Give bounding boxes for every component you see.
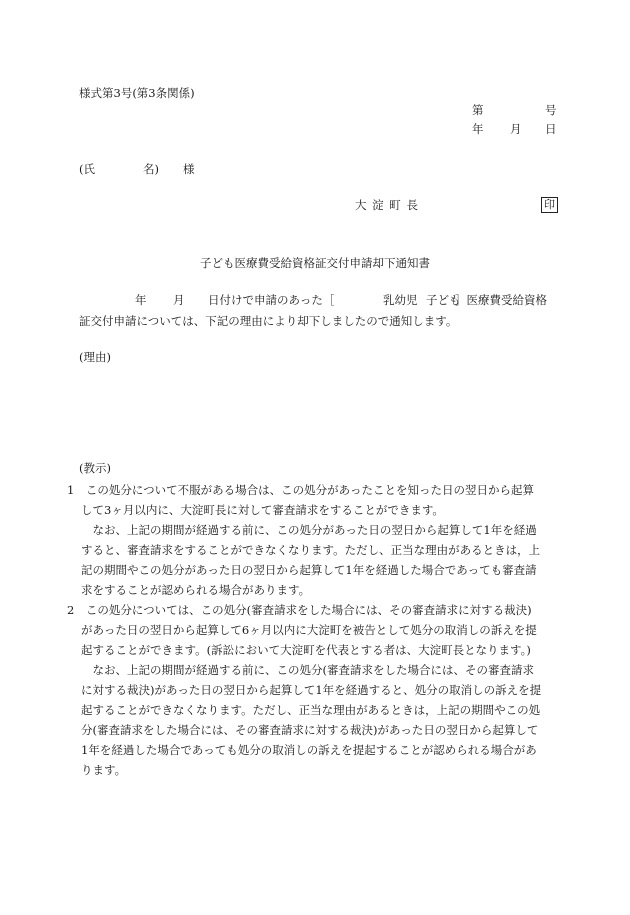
- instruction-line: なお、上記の期間が経過する前に、この処分(審査請求をした場合には、その審査請求: [81, 663, 534, 677]
- instruction-line: 求をすることが認められる場合があります。: [81, 583, 311, 597]
- addressee-name-close: 名): [143, 162, 159, 176]
- instruction-item-2: [67, 600, 567, 780]
- issuer-title: 大 淀 町 長: [355, 198, 419, 212]
- addressee-open: (氏: [79, 162, 95, 176]
- body-option-infant: 乳幼児: [383, 293, 418, 307]
- instruction-line: に対する裁決)があった日の翌日から起算して1年を経過すると、処分の取消しの訴えを提: [81, 683, 542, 697]
- instruction-line: があった日の翌日から起算して6ヶ月以内に大淀町を被告として処分の取消しの訴えを提: [81, 623, 537, 637]
- body-option-child: 子ども: [426, 293, 461, 307]
- instruction-line: なお、上記の期間が経過する前に、この処分があった日の翌日から起算して1年を経過: [81, 523, 537, 537]
- instruction-line: 記の期間やこの処分があった日の翌日から起算して1年を経過した場合であっても審査請: [81, 563, 537, 577]
- addressee-honorific: 様: [183, 162, 195, 176]
- instruction-line: ります。: [81, 763, 127, 777]
- document-number-prefix: 第: [472, 103, 484, 117]
- reason-label: (理由): [79, 350, 111, 364]
- body-month: 月: [173, 293, 185, 307]
- instruction-line: 起することができます。(訴訟において大淀町を代表とする者は、大淀町長となります。): [81, 643, 531, 657]
- instruction-line: すると、審査請求をすることができなくなります。ただし、正当な理由があるときは，上: [81, 543, 541, 557]
- instruction-label: (教示): [79, 461, 111, 475]
- seal-label: 印: [541, 197, 558, 213]
- seal-mark: [541, 196, 558, 213]
- instruction-line: 1 この処分について不服がある場合は、この処分があったことを知った日の翌日から起算: [67, 483, 534, 497]
- date-year: 年: [472, 122, 484, 136]
- instruction-line: 分(審査請求をした場合には、その審査請求に対する裁決)があった日の翌日から起算して: [81, 723, 539, 737]
- date-day: 日: [545, 122, 557, 136]
- body-line-2: 証交付申請については、下記の理由により却下しましたので通知します。: [79, 314, 458, 328]
- document-title: 子ども医療費受給資格証交付申請却下通知書: [200, 256, 430, 270]
- body-text-2: ］医療費受給資格: [455, 293, 547, 307]
- instruction-line: 起することができなくなります。ただし、正当な理由があるときは，上記の期間やこの処: [81, 703, 541, 717]
- instruction-item-1: [67, 480, 567, 600]
- instruction-line: 1年を経過した場合であっても処分の取消しの訴えを提起することが認められる場合があ: [81, 743, 537, 757]
- body-text-1: 日付けで申請のあった［: [208, 293, 335, 307]
- body-year: 年: [135, 293, 147, 307]
- document-number-suffix: 号: [545, 103, 557, 117]
- instruction-line: して3ヶ月以内に、大淀町長に対して審査請求をすることができます。: [81, 503, 444, 517]
- instruction-line: 2 この処分については、この処分(審査請求をした場合には、その審査請求に対する裁決): [67, 603, 532, 617]
- date-month: 月: [510, 122, 522, 136]
- form-number: 様式第3号(第3条関係): [79, 86, 195, 100]
